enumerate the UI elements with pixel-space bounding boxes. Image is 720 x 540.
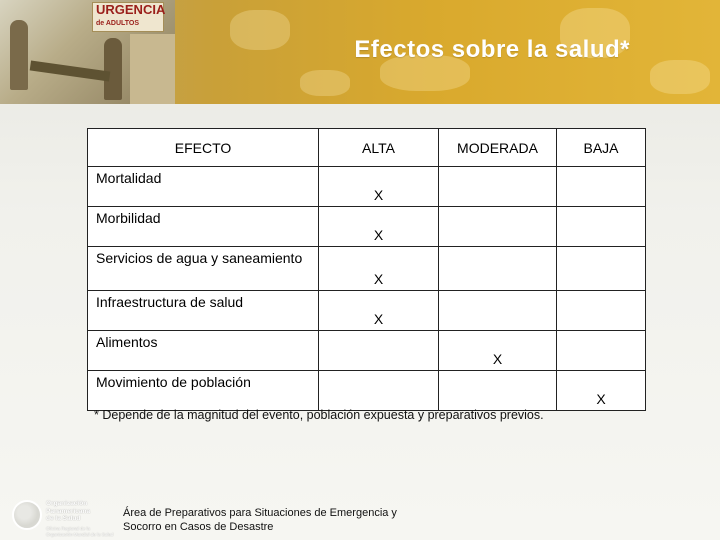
effect-label: Infraestructura de salud — [88, 291, 319, 331]
effect-label: Movimiento de población — [88, 371, 319, 411]
effect-label: Servicios de agua y saneamiento — [88, 247, 319, 291]
alta-mark: X — [319, 167, 439, 207]
globe-icon — [12, 500, 42, 530]
sign-subtext: de ADULTOS — [96, 20, 140, 27]
baja-mark — [557, 207, 646, 247]
alta-mark — [319, 371, 439, 411]
table-row — [88, 291, 646, 331]
footer-line: Área de Preparativos para Situaciones de Emergencia y — [123, 507, 397, 519]
baja-mark — [557, 331, 646, 371]
baja-mark — [557, 167, 646, 207]
moderada-mark — [439, 291, 557, 331]
logo-subtitle — [46, 526, 113, 537]
baja-mark — [557, 247, 646, 291]
column-header-efecto: EFECTO — [88, 129, 319, 167]
baja-mark — [557, 291, 646, 331]
rescuer-figure — [104, 38, 122, 100]
logo-name — [46, 500, 90, 523]
footnote: * Depende de la magnitud del evento, población expuesta y preparativos previos. — [94, 408, 544, 422]
logo-sub-line: Organización Mundial de la Salud — [46, 531, 114, 537]
stretcher — [30, 60, 111, 81]
effect-label: Mortalidad — [88, 167, 319, 207]
table-row — [88, 207, 646, 247]
urgencia-sign — [92, 2, 164, 32]
texture-blob — [300, 70, 350, 96]
logo-name-line: Organización — [46, 500, 88, 507]
column-header-baja: BAJA — [557, 129, 646, 167]
health-effects-table — [87, 128, 646, 411]
moderada-mark — [439, 167, 557, 207]
footer-text — [123, 506, 397, 534]
paho-logo — [8, 498, 118, 538]
rescuer-figure — [10, 20, 28, 90]
moderada-mark — [439, 207, 557, 247]
effect-label: Morbilidad — [88, 207, 319, 247]
footer-line: Socorro en Casos de Desastre — [123, 521, 274, 533]
moderada-mark — [439, 371, 557, 411]
table-row — [88, 247, 646, 291]
logo-name-line: Panamericana — [46, 507, 91, 515]
logo-sub-line: Oficina Regional de la — [46, 526, 91, 531]
effect-label: Alimentos — [88, 331, 319, 371]
column-header-moderada: MODERADA — [439, 129, 557, 167]
photo-wall — [130, 34, 175, 104]
table-header-row — [88, 129, 646, 167]
slide-title: Efectos sobre la salud* — [354, 36, 630, 63]
moderada-mark — [439, 247, 557, 291]
column-header-alta: ALTA — [319, 129, 439, 167]
table-row — [88, 331, 646, 371]
sign-text: URGENCIA — [96, 2, 166, 17]
moderada-mark: X — [439, 331, 557, 371]
table-row — [88, 371, 646, 411]
table-row — [88, 167, 646, 207]
alta-mark — [319, 331, 439, 371]
logo-name-line: de la Salud — [46, 515, 81, 522]
baja-mark: X — [557, 371, 646, 411]
alta-mark: X — [319, 247, 439, 291]
texture-blob — [650, 60, 710, 94]
alta-mark: X — [319, 207, 439, 247]
alta-mark: X — [319, 291, 439, 331]
emergency-photo — [0, 0, 175, 104]
